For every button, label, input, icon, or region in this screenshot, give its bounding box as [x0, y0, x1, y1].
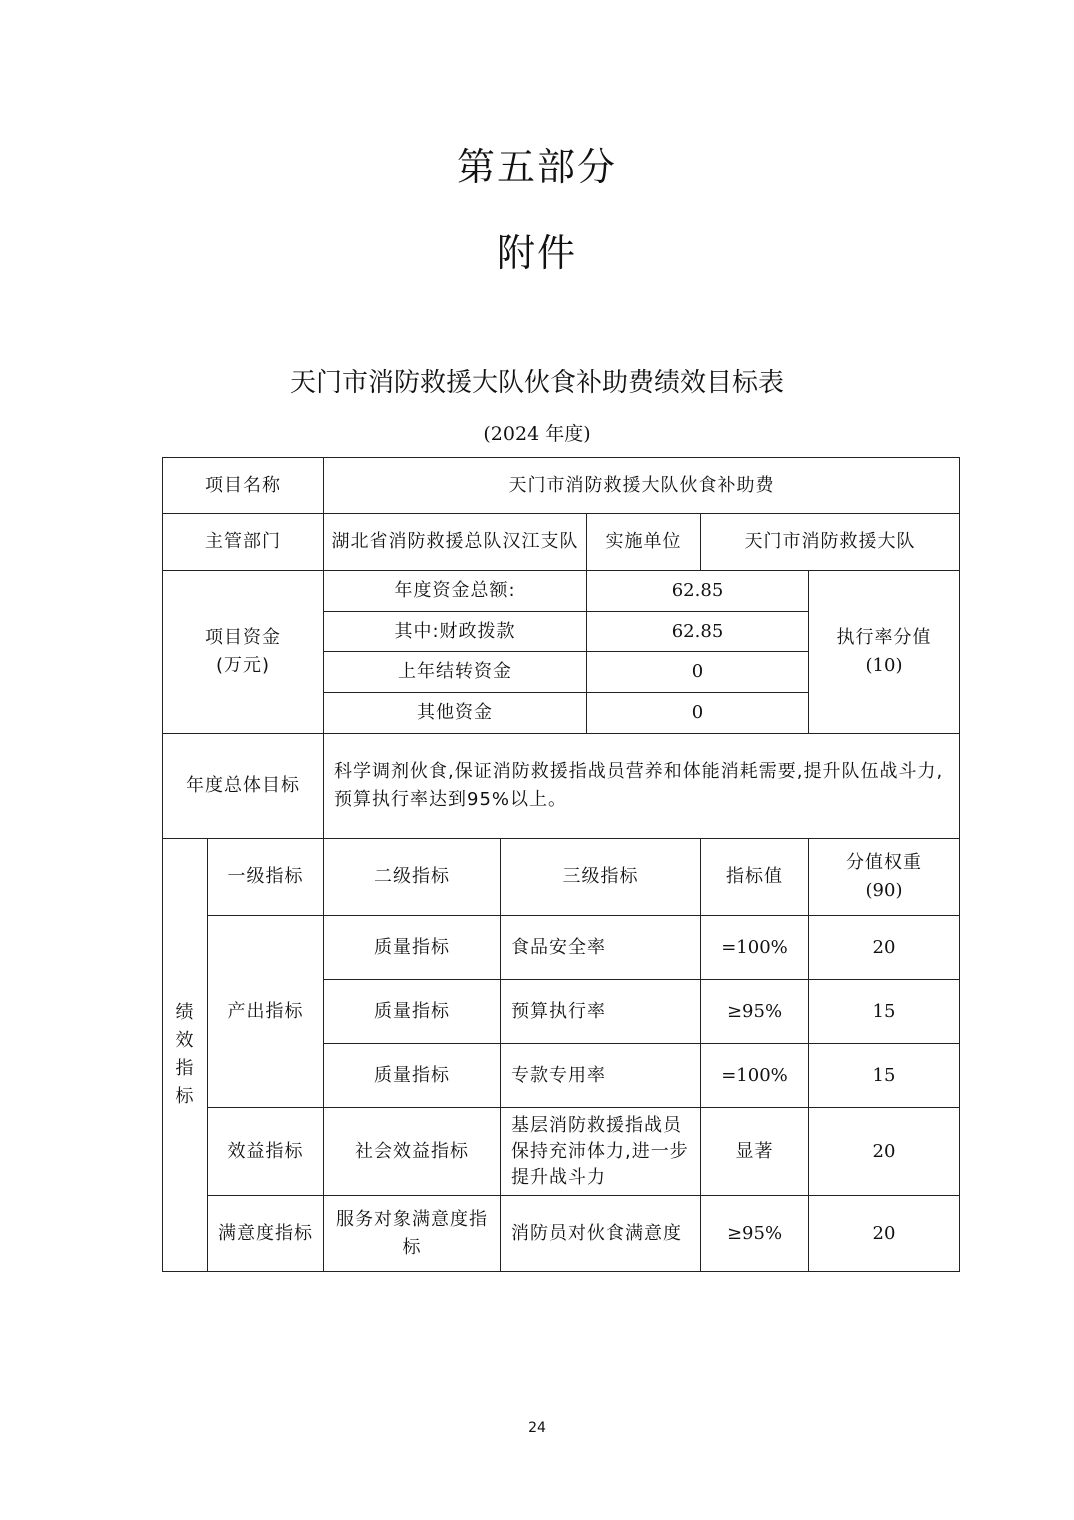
level2-cell: 质量指标: [324, 916, 501, 980]
weight-cell: 15: [809, 1044, 960, 1108]
satisfaction-level1: 满意度指标: [208, 1196, 324, 1272]
project-name-value: 天门市消防救援大队伙食补助费: [324, 458, 960, 514]
funds-label: 项目资金: [205, 627, 281, 648]
weight-cell: 15: [809, 980, 960, 1044]
annual-goal-row: [163, 734, 960, 839]
level3-cell: 消防员对伙食满意度: [501, 1196, 701, 1272]
indicator-side-label: 绩效指标: [175, 1002, 195, 1107]
level3-cell: 专款专用率: [501, 1044, 701, 1108]
department-row: [163, 514, 960, 571]
header-level2: 二级指标: [324, 839, 501, 916]
performance-target-table: [162, 457, 960, 1272]
header-level1: 一级指标: [208, 839, 324, 916]
funds-row-value: 62.85: [587, 612, 809, 652]
weight-cell: 20: [809, 916, 960, 980]
level3-cell: 食品安全率: [501, 916, 701, 980]
exec-rate-value: (10): [865, 655, 903, 676]
level2-cell: 服务对象满意度指标: [324, 1196, 501, 1272]
indicator-header-row: [163, 839, 960, 916]
attachment-title: 附件: [496, 231, 577, 275]
level3-cell: 基层消防救援指战员保持充沛体力,进一步提升战斗力: [501, 1108, 701, 1196]
page-number: 24: [528, 1420, 546, 1436]
header-value: 指标值: [701, 839, 809, 916]
funds-row-label: 其他资金: [324, 693, 587, 734]
weight-cell: 20: [809, 1196, 960, 1272]
output-level1: 产出指标: [208, 916, 324, 1108]
annual-goal-label: 年度总体目标: [163, 734, 324, 839]
value-cell: 显著: [701, 1108, 809, 1196]
benefit-level1: 效益指标: [208, 1108, 324, 1196]
indicator-row: [163, 1196, 960, 1272]
level3-cell: 预算执行率: [501, 980, 701, 1044]
year-label: (2024 年度): [483, 423, 591, 445]
funds-row-label: 年度资金总额:: [324, 571, 587, 612]
impl-label: 实施单位: [587, 514, 701, 571]
dept-label: 主管部门: [163, 514, 324, 571]
funds-row-value: 0: [587, 652, 809, 693]
indicator-row: [163, 916, 960, 980]
header-weight-total: (90): [865, 880, 903, 901]
indicator-side-cell: [163, 839, 208, 1272]
project-name-label: 项目名称: [163, 458, 324, 514]
header-weight-cell: [809, 839, 960, 916]
weight-cell: 20: [809, 1108, 960, 1196]
exec-rate-label: 执行率分值: [836, 627, 932, 648]
project-name-row: [163, 458, 960, 514]
funds-row-value: 0: [587, 693, 809, 734]
header-weight: 分值权重: [846, 852, 922, 873]
value-cell: ≥95%: [701, 980, 809, 1044]
header-level3: 三级指标: [501, 839, 701, 916]
level2-cell: 质量指标: [324, 1044, 501, 1108]
funds-row-value: 62.85: [587, 571, 809, 612]
impl-value: 天门市消防救援大队: [701, 514, 960, 571]
indicator-row: [163, 1108, 960, 1196]
value-cell: ≥95%: [701, 1196, 809, 1272]
part-title: 第五部分: [456, 145, 617, 189]
exec-rate-cell: [809, 571, 960, 734]
table-title: 天门市消防救援大队伙食补助费绩效目标表: [289, 368, 784, 398]
level2-cell: 社会效益指标: [324, 1108, 501, 1196]
funds-row: [163, 571, 960, 612]
dept-value: 湖北省消防救援总队汉江支队: [324, 514, 587, 571]
funds-row-label: 上年结转资金: [324, 652, 587, 693]
value-cell: =100%: [701, 1044, 809, 1108]
funds-unit: (万元): [215, 655, 271, 676]
level2-cell: 质量指标: [324, 980, 501, 1044]
annual-goal-text: 科学调剂伙食,保证消防救援指战员营养和体能消耗需要,提升队伍战斗力,预算执行率达到95%以上。: [324, 734, 960, 839]
funds-row-label: 其中:财政拨款: [324, 612, 587, 652]
value-cell: =100%: [701, 916, 809, 980]
funds-label-cell: [163, 571, 324, 734]
